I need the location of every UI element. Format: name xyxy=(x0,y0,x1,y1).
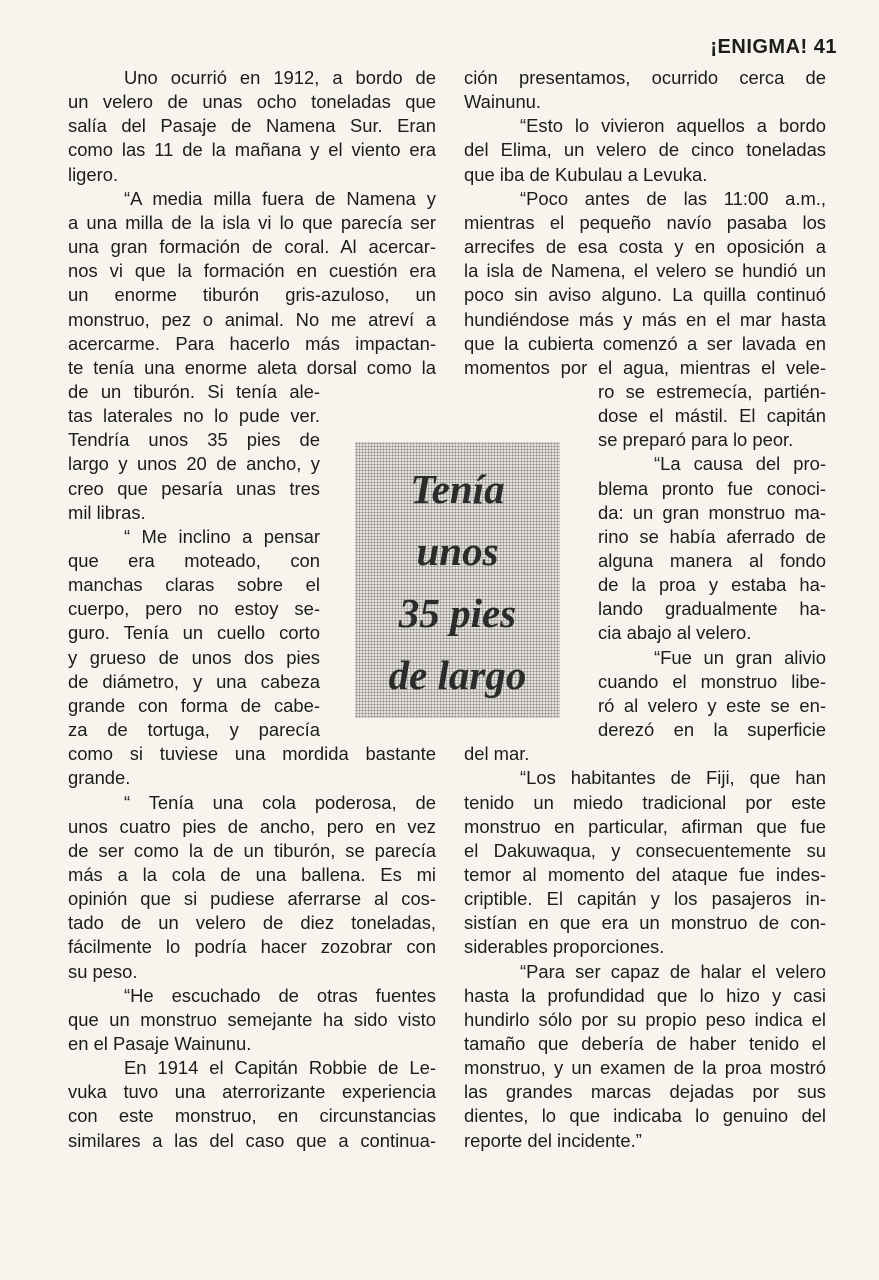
text-line: las grandes marcas dejadas por sus xyxy=(464,1081,826,1103)
text-line: que un monstruo semejante ha sido visto xyxy=(68,1008,436,1030)
text-line: grande. xyxy=(68,767,131,789)
text-line: monstruo, pez o animal. No me atreví a xyxy=(68,308,436,330)
text-line: Wainunu. xyxy=(464,91,542,113)
text-line: dientes, lo que indicaba lo genuino del xyxy=(464,1105,826,1127)
pull-quote xyxy=(355,442,560,718)
text-line: cuerpo, pero no estoy se- xyxy=(68,598,320,620)
text-line: vuka tuvo una aterrorizante experiencia xyxy=(68,1081,436,1103)
text-line: su peso. xyxy=(68,960,138,982)
page-header: ¡ENIGMA! 41 xyxy=(710,36,837,58)
text-line: Tendría unos 35 pies de xyxy=(68,429,320,451)
text-line: salía del Pasaje de Namena Sur. Eran xyxy=(68,115,436,137)
text-line: monstruo, y un examen de la proa mostró xyxy=(464,1057,826,1079)
text-line: rino se había aferrado de xyxy=(598,525,826,547)
text-line: que la cubierta comenzó a ser lavada en xyxy=(464,332,826,354)
text-line: derezó en la superficie xyxy=(598,719,826,741)
text-line: con este monstruo, en circunstancias xyxy=(68,1105,436,1127)
text-line: un velero de unas ocho toneladas que xyxy=(68,91,436,113)
text-line: alguna manera al fondo xyxy=(598,550,826,571)
pull-quote-line: Tenía xyxy=(410,466,505,512)
text-line: momentos por el agua, mientras el vele- xyxy=(464,356,826,378)
text-line: unos cuatro pies de ancho, pero en vez xyxy=(68,815,436,837)
text-line: del mar. xyxy=(464,743,530,765)
text-line: el Dakuwaqua, y consecuentemente su xyxy=(464,839,826,861)
text-line: cia abajo al velero. xyxy=(598,622,752,644)
text-line: que era moteado, con xyxy=(68,550,320,571)
pull-quote-line: 35 pies xyxy=(398,590,517,636)
text-line: hundirlo sólo por su propio peso indica el xyxy=(464,1008,826,1030)
text-line: “ Tenía una cola poderosa, de xyxy=(124,791,436,813)
text-line: ligero. xyxy=(68,163,119,185)
text-line: za de tortuga, y parecía xyxy=(68,719,320,741)
text-line: tado de un velero de diez toneladas, xyxy=(68,912,436,934)
text-line: manchas claras sobre el xyxy=(68,574,320,596)
text-line: hasta la profundidad que lo hizo y casi xyxy=(464,984,826,1006)
text-line: “He escuchado de otras fuentes xyxy=(124,984,436,1006)
text-line: la isla de Namena, el velero se hundió un xyxy=(464,260,826,282)
text-line: mil libras. xyxy=(68,501,146,523)
text-line: lando gradualmente ha- xyxy=(598,598,826,620)
text-line: te tenía una enorme aleta dorsal como la xyxy=(68,356,436,378)
text-line: arrecifes de esa costa y en oposición a xyxy=(464,236,826,258)
text-line: más a la cola de una ballena. Es mi xyxy=(68,863,436,885)
text-line: blema pronto fue conoci- xyxy=(598,477,826,499)
text-line: una gran formación de coral. Al acercar- xyxy=(68,236,436,258)
text-line: fácilmente lo podría hacer zozobrar con xyxy=(68,936,436,958)
text-line: ro se estremecía, partién- xyxy=(598,380,826,402)
text-line: “Los habitantes de Fiji, que han xyxy=(520,767,826,789)
text-line: “ Me inclino a pensar xyxy=(124,525,320,547)
text-line: “Esto lo vivieron aquellos a bordo xyxy=(520,115,826,137)
text-line: que iba de Kubulau a Levuka. xyxy=(464,163,708,185)
text-line: como las 11 de la mañana y el viento era xyxy=(68,139,436,161)
text-line: largo y unos 20 de ancho, y xyxy=(68,453,320,475)
text-line: “A media milla fuera de Namena y xyxy=(124,187,436,209)
text-line: sistían en que era un monstruo de con- xyxy=(464,912,826,934)
pull-quote-line: de largo xyxy=(388,652,527,698)
pull-quote-line: unos xyxy=(416,528,499,574)
text-line: guro. Tenía un cuello corto xyxy=(68,622,320,644)
text-line: dose el mástil. El capitán xyxy=(598,405,826,427)
text-line: acercarme. Para hacerlo más impactan- xyxy=(68,332,436,354)
text-line: temor al momento del ataque fue indes- xyxy=(464,863,826,885)
text-line: tenido un miedo tradicional por este xyxy=(464,791,826,813)
text-line: “Poco antes de las 11:00 a.m., xyxy=(520,187,826,209)
text-line: se preparó para lo peor. xyxy=(598,429,794,451)
text-line: de ser como la de un tiburón, se parecía xyxy=(68,839,436,861)
text-line: da: un gran monstruo ma- xyxy=(598,501,826,523)
text-line: tamaño que debería de haber tenido el xyxy=(464,1033,826,1054)
text-line: un enorme tiburón gris-azuloso, un xyxy=(68,284,436,306)
text-line: tas laterales no lo pude ver. xyxy=(68,405,320,427)
text-line: En 1914 el Capitán Robbie de Le- xyxy=(124,1057,436,1079)
text-line: “Fue un gran alivio xyxy=(654,646,826,668)
text-line: poco sin aviso alguno. La quilla continuó xyxy=(464,284,826,306)
text-line: ción presentamos, ocurrido cerca de xyxy=(464,67,826,88)
text-line: reporte del incidente.” xyxy=(464,1129,642,1151)
text-line: ró al velero y este se en- xyxy=(598,694,826,716)
text-line: monstruo en particular, afirman que fue xyxy=(464,815,826,837)
text-line: similares a las del caso que a continua- xyxy=(68,1129,436,1151)
text-line: Uno ocurrió en 1912, a bordo de xyxy=(124,67,436,88)
text-line: del Elima, un velero de cinco toneladas xyxy=(464,139,826,161)
text-line: criptible. El capitán y los pasajeros in- xyxy=(464,888,826,910)
text-line: cuando el monstruo libe- xyxy=(598,670,826,692)
text-line: “La causa del pro- xyxy=(654,453,826,475)
text-line: mientras el pequeño navío pasaba los xyxy=(464,211,826,233)
text-line: de un tiburón. Si tenía ale- xyxy=(68,380,320,402)
text-line: y grueso de unos dos pies xyxy=(68,646,320,668)
text-line: nos vi que la formación en cuestión era xyxy=(68,260,436,282)
text-line: en el Pasaje Wainunu. xyxy=(68,1033,252,1054)
text-line: creo que pesaría unas tres xyxy=(68,477,320,499)
text-line: grande con forma de cabe- xyxy=(68,694,320,716)
text-line: “Para ser capaz de halar el velero xyxy=(520,960,826,982)
text-line: de diámetro, y una cabeza xyxy=(68,670,320,692)
text-line: hundiéndose más y más en el mar hasta xyxy=(464,308,826,330)
text-line: siderables proporciones. xyxy=(464,936,665,958)
text-line: a una milla de la isla vi lo que parecía ser xyxy=(68,211,436,233)
text-line: de la proa y estaba ha- xyxy=(598,574,826,596)
text-line: como si tuviese una mordida bastante xyxy=(68,743,436,765)
text-line: opinión que si pudiese aferrarse al cos- xyxy=(68,888,436,910)
